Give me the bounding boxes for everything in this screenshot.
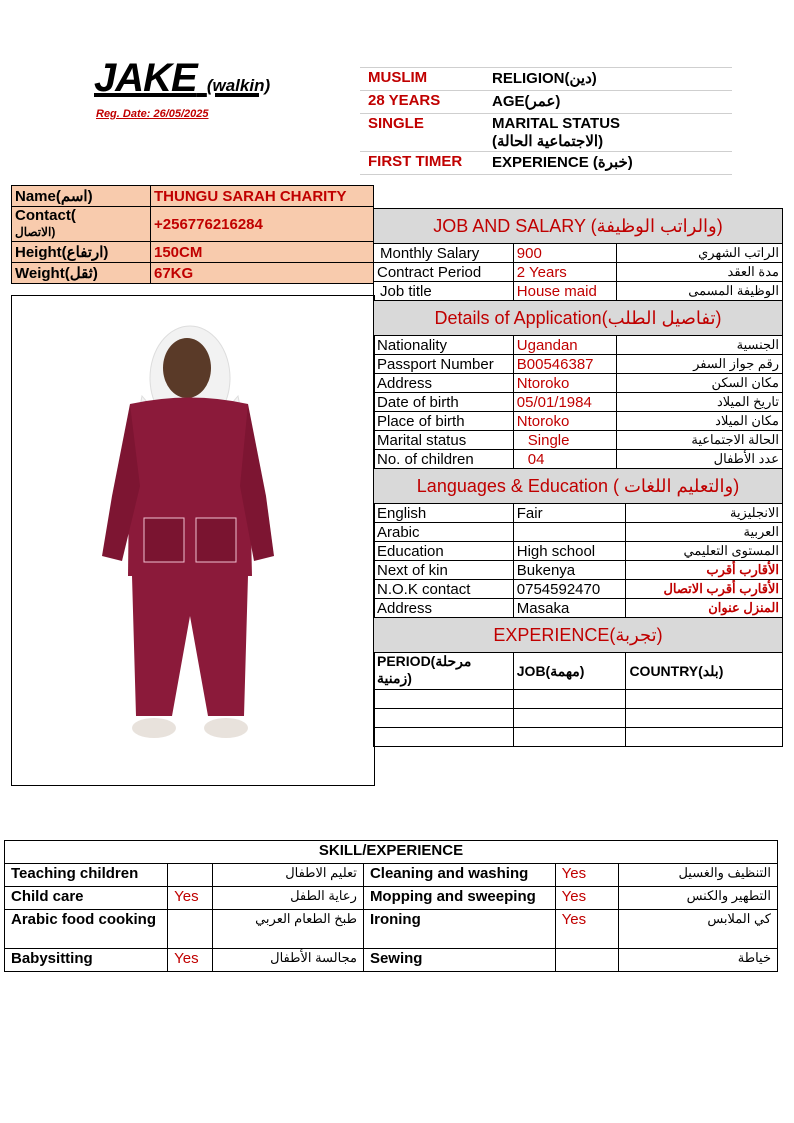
lang-label-ar: الانجليزية — [626, 504, 783, 523]
salary-label-ar: الراتب الشهري — [616, 244, 782, 263]
contract-value: 2 Years — [513, 263, 616, 282]
weight-label: Weight(ثقل) — [12, 263, 151, 284]
experience-row — [374, 728, 783, 747]
details-heading: Details of Application(تفاصيل الطلب) — [374, 301, 783, 336]
detail-value: B00546387 — [513, 355, 616, 374]
detail-label: Nationality — [374, 336, 514, 355]
detail-value: Ugandan — [513, 336, 616, 355]
lang-label: Education — [374, 542, 514, 561]
languages-heading: Languages & Education ( والتعليم اللغات) — [374, 469, 783, 504]
experience-header-row — [374, 653, 783, 690]
table-row — [374, 374, 783, 393]
skill-yes: Yes — [555, 910, 618, 949]
skill-yes: Yes — [555, 887, 618, 910]
salary-value: 900 — [513, 244, 616, 263]
skill-row — [5, 910, 778, 949]
detail-label-ar: عدد الأطفال — [616, 450, 782, 469]
marital-label-ar: (الاجتماعية الحالة) — [492, 133, 604, 150]
skill-name-ar: كي الملابس — [618, 910, 777, 949]
detail-label: No. of children — [374, 450, 514, 469]
marital-label — [484, 114, 732, 152]
skill-name-ar: مجالسة الأطفال — [213, 949, 364, 972]
registration-date: Reg. Date: 26/05/2025 — [96, 108, 209, 120]
skill-yes: Yes — [555, 864, 618, 887]
name-label: Name(اسم) — [12, 186, 151, 207]
lang-label-ar: الأقارب أقرب الاتصال — [626, 580, 783, 599]
lang-value: Fair — [513, 504, 626, 523]
lang-label: English — [374, 504, 514, 523]
height-label: Height(ارتفاع) — [12, 242, 151, 263]
lang-label-ar: المنزل عنوان — [626, 599, 783, 618]
summary-row — [360, 152, 732, 175]
lang-label-ar: العربية — [626, 523, 783, 542]
detail-label-ar: تاريخ الميلاد — [616, 393, 782, 412]
table-row — [374, 504, 783, 523]
skill-yes — [168, 864, 213, 887]
contract-label-ar: مدة العقد — [616, 263, 782, 282]
summary-row — [360, 68, 732, 91]
table-row — [374, 580, 783, 599]
lang-value: Bukenya — [513, 561, 626, 580]
table-row — [374, 412, 783, 431]
skill-name-ar: طبخ الطعام العربي — [213, 910, 364, 949]
jobtitle-label-ar: الوظيفة المسمى — [616, 282, 782, 301]
skill-yes: Yes — [168, 887, 213, 910]
job-salary-heading: JOB AND SALARY (والراتب الوظيفة) — [374, 209, 783, 244]
job-header: JOB(مهمة) — [513, 653, 626, 690]
lang-label-ar: المستوى التعليمي — [626, 542, 783, 561]
skill-name: Mopping and sweeping — [363, 887, 555, 910]
detail-label: Marital status — [374, 431, 514, 450]
skill-name-ar: التطهير والكنس — [618, 887, 777, 910]
skill-name-ar: خياطة — [618, 949, 777, 972]
contact-label-line2: الاتصال) — [15, 225, 56, 239]
weight-value: 67KG — [151, 263, 374, 284]
lang-value: 0754592470 — [513, 580, 626, 599]
skill-name: Sewing — [363, 949, 555, 972]
table-row — [374, 244, 783, 263]
jobtitle-label: Job title — [374, 282, 514, 301]
country-header: COUNTRY(بلد) — [626, 653, 783, 690]
detail-label-ar: رقم جواز السفر — [616, 355, 782, 374]
personal-info-table — [11, 185, 374, 284]
marital-label-en: MARITAL STATUS — [492, 115, 621, 132]
skill-row — [5, 949, 778, 972]
table-row — [374, 393, 783, 412]
candidate-photo — [11, 295, 375, 786]
detail-label-ar: الجنسية — [616, 336, 782, 355]
table-row — [374, 355, 783, 374]
religion-value: MUSLIM — [360, 68, 484, 91]
candidate-name: JAKE — [94, 56, 197, 100]
candidate-title — [94, 56, 270, 101]
summary-row — [360, 114, 732, 152]
skill-yes — [168, 910, 213, 949]
table-row — [374, 542, 783, 561]
contact-value: +256776216284 — [151, 207, 374, 242]
detail-value: Single — [513, 431, 616, 450]
contact-label-line1: Contact( — [15, 207, 76, 224]
skill-yes — [555, 949, 618, 972]
summary-table — [360, 67, 732, 175]
skill-name-ar: رعاية الطفل — [213, 887, 364, 910]
table-row — [374, 336, 783, 355]
lang-value: High school — [513, 542, 626, 561]
jobtitle-value: House maid — [513, 282, 616, 301]
age-value: 28 YEARS — [360, 91, 484, 114]
table-row — [374, 599, 783, 618]
candidate-photo-figure — [12, 296, 374, 785]
skill-name: Teaching children — [5, 864, 168, 887]
skill-name-ar: التنظيف والغسيل — [618, 864, 777, 887]
table-row — [374, 561, 783, 580]
table-row — [374, 282, 783, 301]
experience-label: EXPERIENCE (خبرة) — [484, 152, 732, 175]
detail-label: Address — [374, 374, 514, 393]
skill-name: Cleaning and washing — [363, 864, 555, 887]
detail-value: Ntoroko — [513, 374, 616, 393]
skill-name: Ironing — [363, 910, 555, 949]
contact-label — [12, 207, 151, 242]
experience-row — [374, 690, 783, 709]
detail-label: Passport Number — [374, 355, 514, 374]
age-label: AGE(عمر) — [484, 91, 732, 114]
period-header: PERIOD(مرحلة زمنية) — [374, 653, 514, 690]
skill-yes: Yes — [168, 949, 213, 972]
marital-value: SINGLE — [360, 114, 484, 152]
table-row — [374, 263, 783, 282]
detail-value: 05/01/1984 — [513, 393, 616, 412]
lang-value: Masaka — [513, 599, 626, 618]
skills-heading: SKILL/EXPERIENCE — [5, 841, 778, 864]
lang-label: Address — [374, 599, 514, 618]
lang-label: Next of kin — [374, 561, 514, 580]
skill-row — [5, 864, 778, 887]
experience-row — [374, 709, 783, 728]
lang-label-ar: الأقارب أقرب — [626, 561, 783, 580]
lang-label: N.O.K contact — [374, 580, 514, 599]
detail-label-ar: مكان الميلاد — [616, 412, 782, 431]
skill-name-ar: تعليم الاطفال — [213, 864, 364, 887]
salary-label: Monthly Salary — [374, 244, 514, 263]
candidate-tag: (walkin) — [206, 76, 271, 95]
table-row — [374, 450, 783, 469]
contract-label: Contract Period — [374, 263, 514, 282]
table-row — [374, 431, 783, 450]
skill-name: Child care — [5, 887, 168, 910]
detail-value: 04 — [513, 450, 616, 469]
detail-label: Place of birth — [374, 412, 514, 431]
name-value: THUNGU SARAH CHARITY — [151, 186, 374, 207]
experience-heading: EXPERIENCE(تجربة) — [374, 618, 783, 653]
height-value: 150CM — [151, 242, 374, 263]
skill-row — [5, 887, 778, 910]
detail-label-ar: مكان السكن — [616, 374, 782, 393]
skills-table — [4, 840, 778, 972]
application-details-table — [373, 208, 783, 747]
skill-name: Babysitting — [5, 949, 168, 972]
detail-label: Date of birth — [374, 393, 514, 412]
summary-row — [360, 91, 732, 114]
religion-label: RELIGION(دين) — [484, 68, 732, 91]
lang-value — [513, 523, 626, 542]
skill-name: Arabic food cooking — [5, 910, 168, 949]
experience-value: FIRST TIMER — [360, 152, 484, 175]
detail-value: Ntoroko — [513, 412, 616, 431]
detail-label-ar: الحالة الاجتماعية — [616, 431, 782, 450]
lang-label: Arabic — [374, 523, 514, 542]
table-row — [374, 523, 783, 542]
